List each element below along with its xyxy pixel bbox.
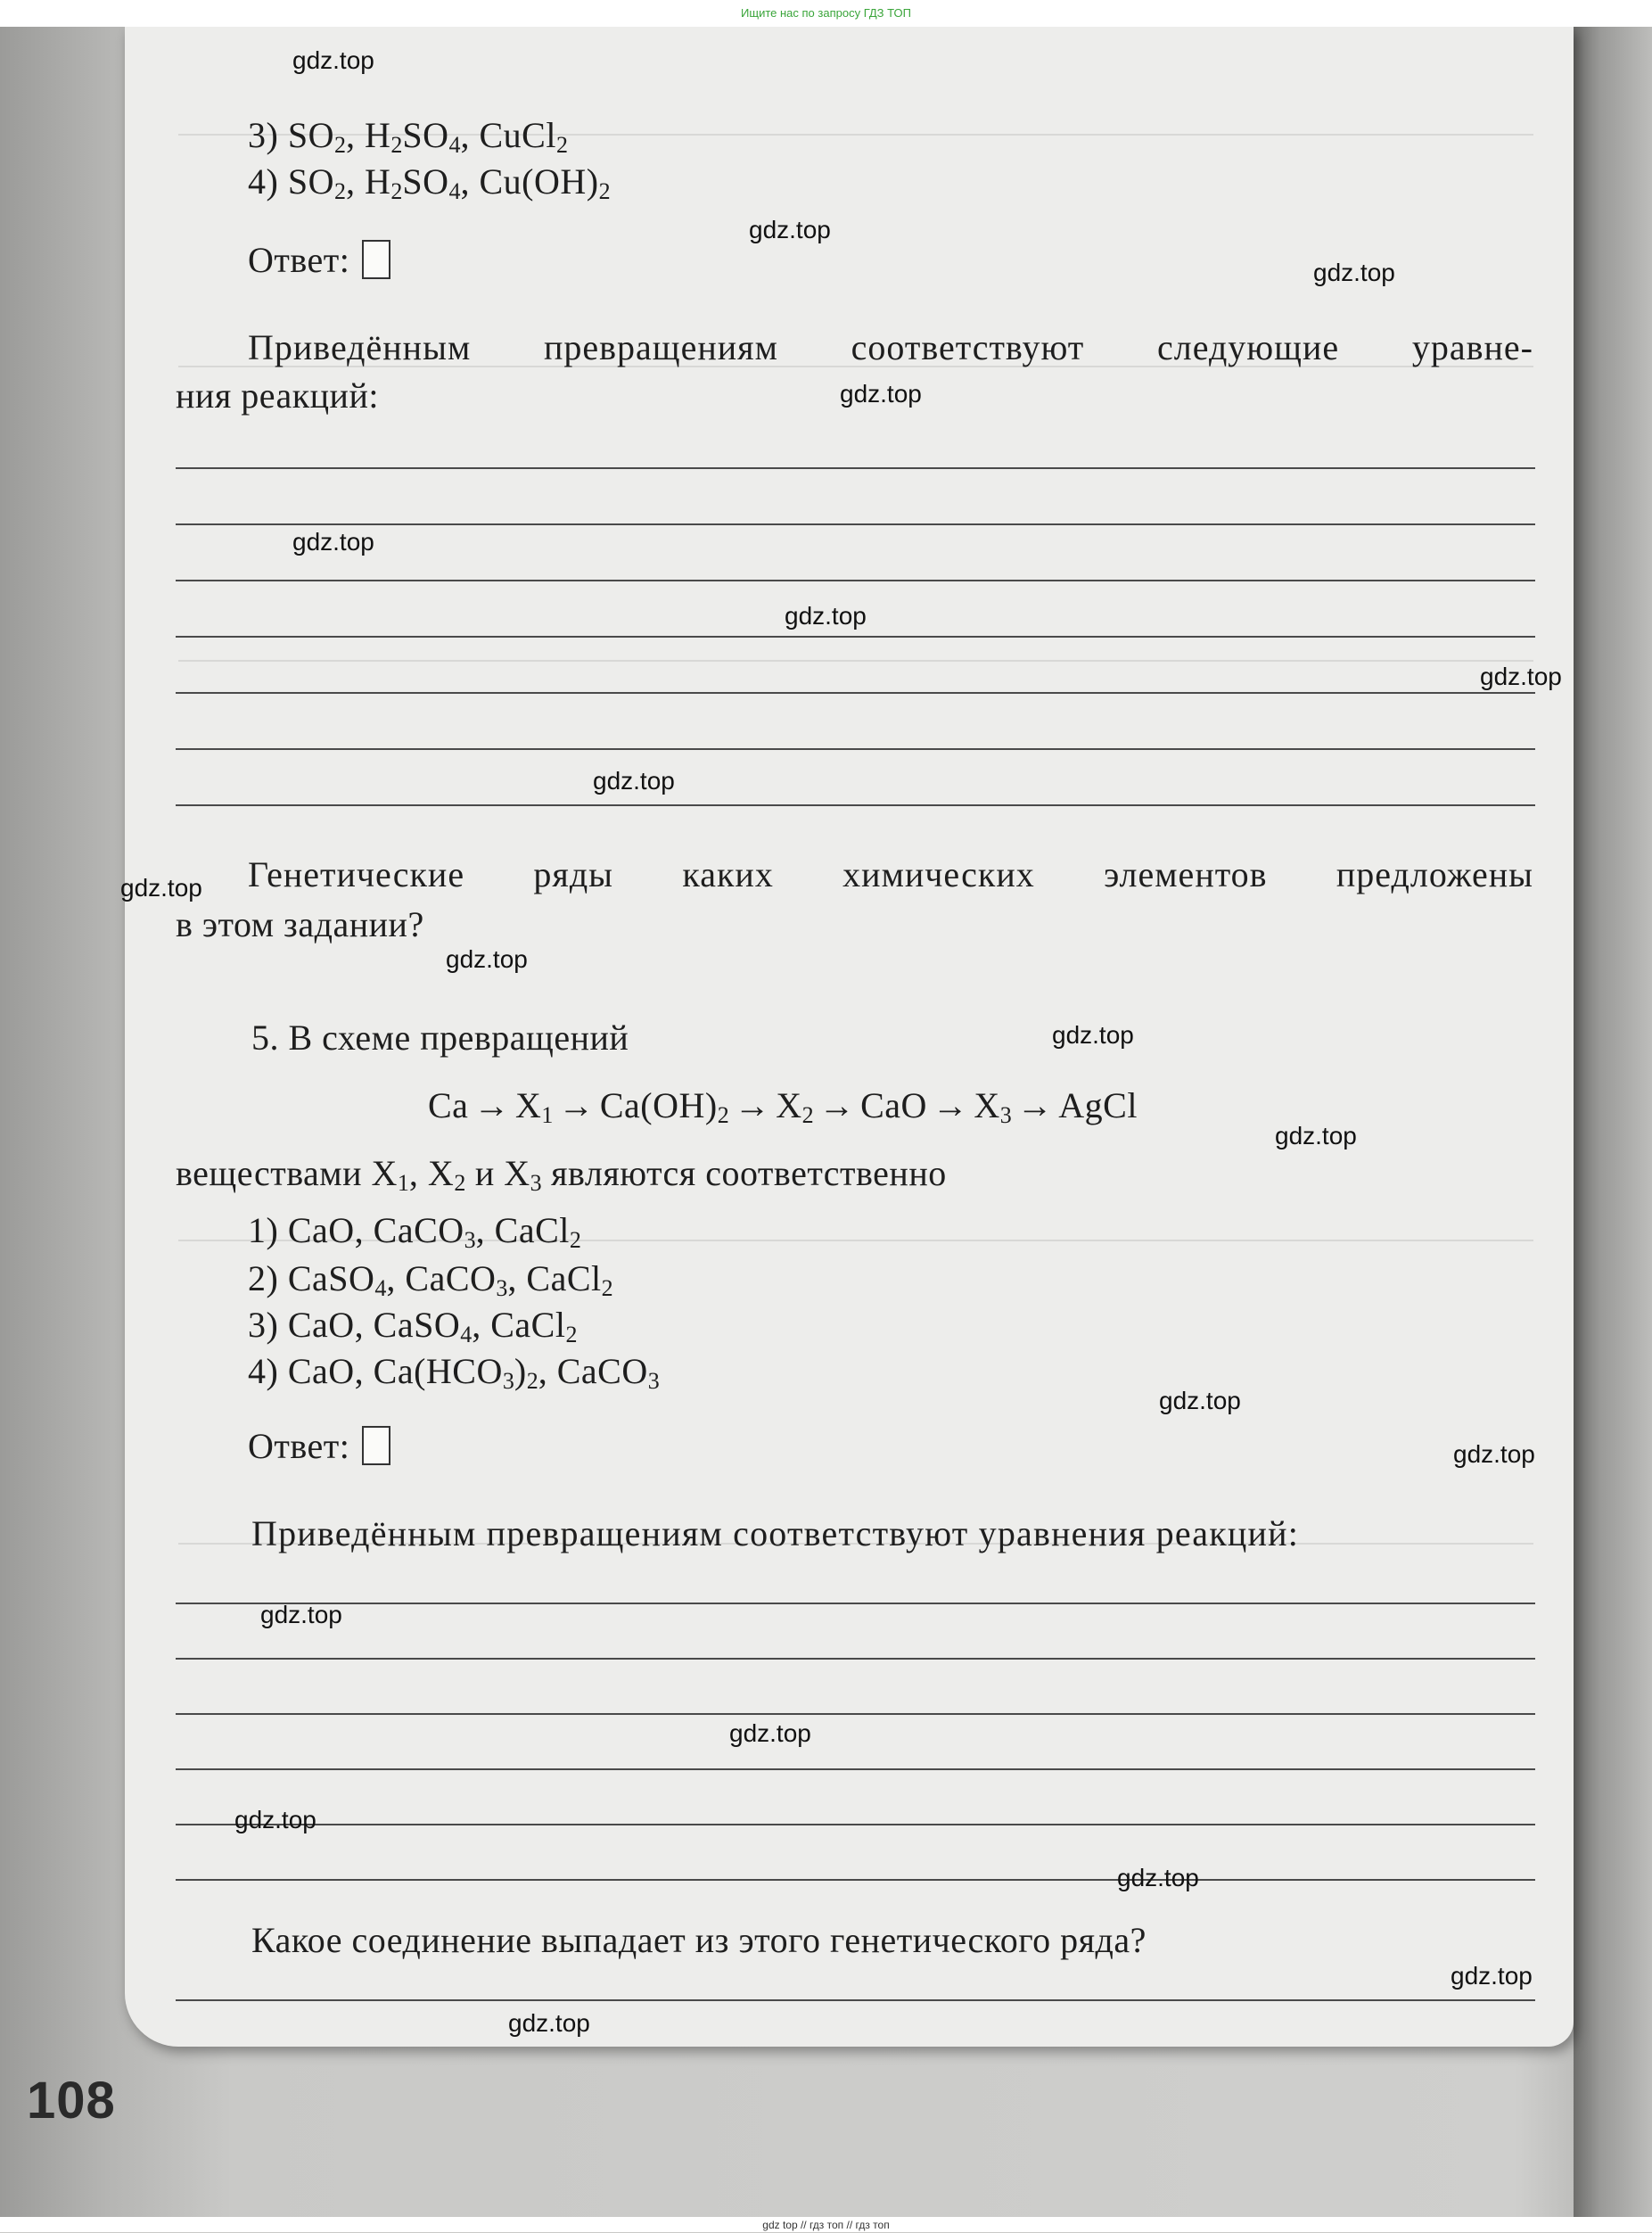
task4-question-line2: в этом задании?	[176, 904, 424, 944]
top-banner-text[interactable]: Ищите нас по запросу ГДЗ ТОП	[741, 6, 911, 20]
watermark[interactable]: gdz.top	[1453, 1440, 1535, 1468]
task5-question-line: Какое соединение выпадает из этого генетического ряда?	[251, 1920, 1147, 1960]
watermark[interactable]: gdz.top	[1313, 259, 1395, 286]
task5-option-1: 1) CaO, CaCO$_3$, CaCl$_2$	[248, 1210, 581, 1253]
watermark[interactable]: gdz.top	[1480, 663, 1562, 690]
answer-line[interactable]	[176, 1603, 1535, 1604]
watermark[interactable]: gdz.top	[508, 2009, 590, 2037]
top-banner	[0, 0, 1652, 27]
task5-scheme: $Ca \to X_1 \to Ca(OH)_2 \to X_2$ → CaO → $X_3$ → AgCl	[428, 1085, 1138, 1128]
bottom-banner-text[interactable]: gdz top // гдз топ // гдз топ	[762, 2219, 890, 2231]
task4-option-3: 3) $SO_2$, $H_2SO_4$, CuCl$_2$	[248, 115, 568, 158]
task5-title: 5. В схеме превращений	[251, 1018, 629, 1058]
watermark[interactable]: gdz.top	[785, 602, 867, 630]
answer-line[interactable]	[176, 523, 1535, 525]
answer-line[interactable]	[176, 1879, 1535, 1881]
task4-equations-line1: Приведённым превращениям соответствуют следующие уравне-	[248, 327, 1533, 367]
task5-answer: Ответ:	[248, 1425, 390, 1467]
task4-answer-box[interactable]	[362, 240, 390, 279]
task5-option-3: 3) CaO, CaSO$_4$, CaCl$_2$	[248, 1305, 578, 1347]
answer-line[interactable]	[176, 1824, 1535, 1825]
answer-line[interactable]	[176, 467, 1535, 469]
answer-line[interactable]	[176, 1658, 1535, 1660]
watermark[interactable]: gdz.top	[1451, 1962, 1533, 1990]
watermark[interactable]: gdz.top	[749, 216, 831, 243]
watermark[interactable]: gdz.top	[1117, 1864, 1199, 1891]
watermark[interactable]: gdz.top	[446, 945, 528, 973]
task5-option-4: 4) CaO, $Ca(HCO_3)_2$, CaCO$_3$	[248, 1351, 660, 1394]
answer-line[interactable]	[176, 804, 1535, 806]
watermark[interactable]: gdz.top	[234, 1806, 316, 1833]
task4-option-4: 4) $SO_2$, $H_2SO_4$, $Cu(OH)_2$	[248, 161, 611, 204]
answer-line[interactable]	[176, 1999, 1535, 2001]
answer-line[interactable]	[176, 580, 1535, 581]
watermark[interactable]: gdz.top	[292, 46, 374, 74]
watermark[interactable]: gdz.top	[1159, 1387, 1241, 1414]
watermark[interactable]: gdz.top	[840, 380, 922, 408]
answer-line[interactable]	[176, 636, 1535, 638]
page-number: 108	[27, 2072, 116, 2130]
book-spine	[1574, 27, 1652, 2217]
answer-line[interactable]	[176, 1768, 1535, 1770]
bleed-through	[178, 660, 1533, 662]
task5-answer-box[interactable]	[362, 1426, 390, 1465]
task5-option-2: 2) CaSO$_4$, CaCO$_3$, CaCl$_2$	[248, 1258, 613, 1301]
task4-question-line1: Генетические ряды каких химических элементов предложены	[248, 854, 1533, 894]
bottom-banner	[0, 2217, 1652, 2232]
watermark[interactable]: gdz.top	[260, 1601, 342, 1628]
watermark[interactable]: gdz.top	[1275, 1122, 1357, 1149]
watermark[interactable]: gdz.top	[292, 528, 374, 556]
watermark[interactable]: gdz.top	[120, 874, 202, 902]
task4-answer: Ответ:	[248, 239, 390, 281]
answer-line[interactable]	[176, 1713, 1535, 1715]
answer-line[interactable]	[176, 692, 1535, 694]
watermark[interactable]: gdz.top	[729, 1719, 811, 1747]
watermark[interactable]: gdz.top	[1052, 1021, 1134, 1049]
answer-line[interactable]	[176, 748, 1535, 750]
task4-equations-line2: ния реакций:	[176, 375, 379, 416]
task5-sentence: веществами $X_1$, $X_2$ и $X_3$ являются соответственно	[176, 1153, 947, 1196]
watermark[interactable]: gdz.top	[593, 767, 675, 795]
task5-equations-line: Приведённым превращениям соответствуют уравнения реакций:	[251, 1513, 1300, 1553]
